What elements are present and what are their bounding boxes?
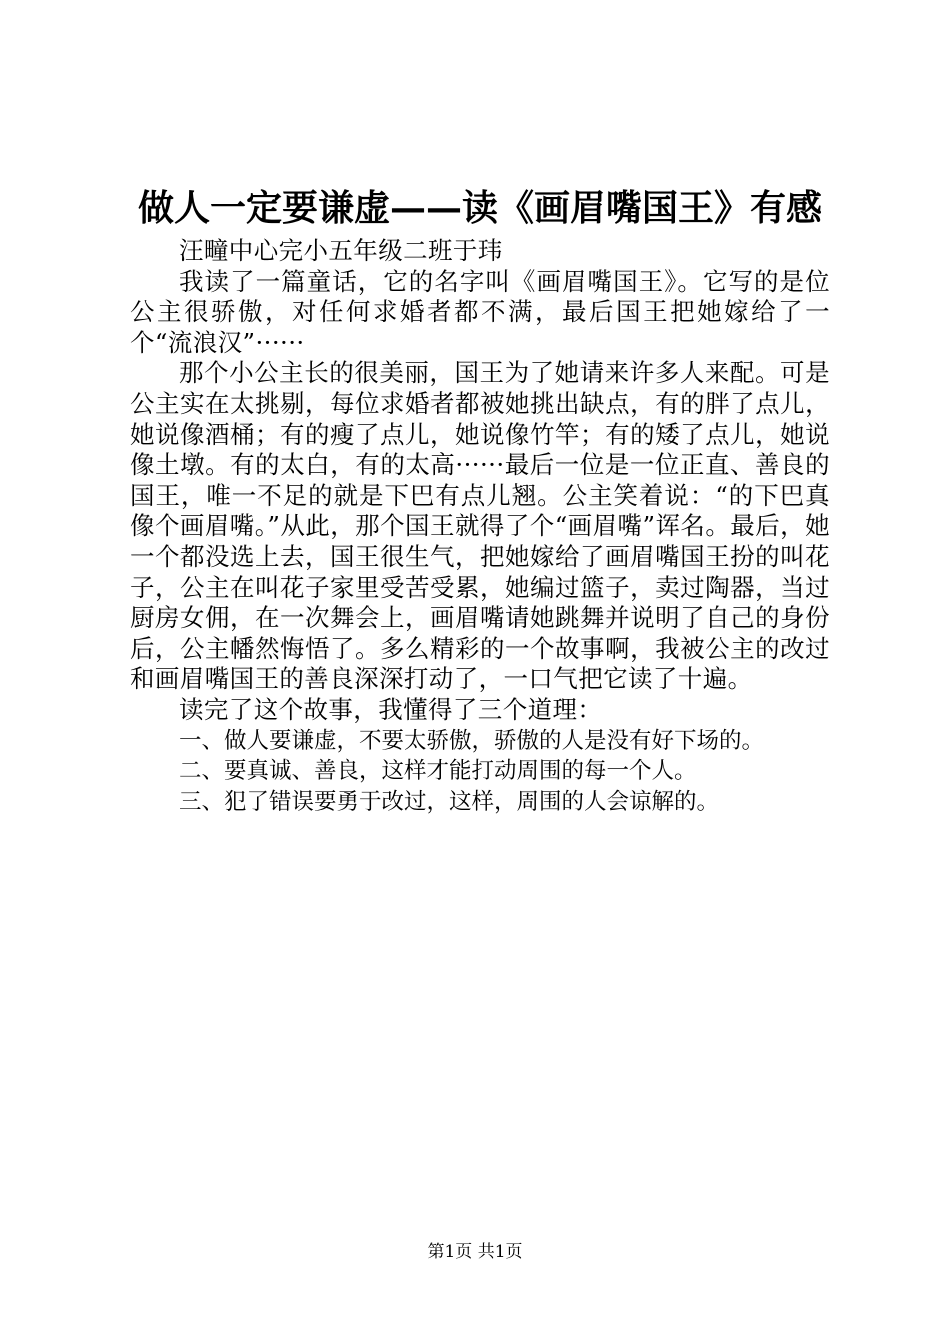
page-footer: 第1页 共1页 [427,1242,523,1262]
lesson-item: 三、犯了错误要勇于改过，这样，周围的人会谅解的。 [179,788,720,815]
paragraph-lessons-intro: 读完了这个故事，我懂得了三个道理： [179,694,603,724]
paragraph-story: 那个小公主长的很美丽，国王为了她请来许多人来配。可是公主实在太挑剔，每位求婚者都被她挑出缺点，有的胖了点儿，她说像酒桶；有的瘦了点儿，她说像竹竿；有的矮了点儿，她说像土墩。有的太白，有的太高······最后一位是一位正直、善良的国王，唯一不足的就是下巴有点儿翘。公主笑着说：“的下巴真像个画眉嘴。”从此，那个国王就得了个“画眉嘴”诨名。最后，她一个都没选上去，国王很生气，把她嫁给了画眉嘴国王扮的叫花子，公主在叫花子家里受苦受累，她编过篮子，卖过陶器，当过厨房女佣，在一次舞会上，画眉嘴请她跳舞并说明了自己的身份后，公主幡然悔悟了。多么精彩的一个故事啊，我被公主的改过和画眉嘴国王的善良深深打动了，一口气把它读了十遍。 [130,358,830,694]
lesson-item: 二、要真诚、善良，这样才能打动周围的每一个人。 [179,758,697,785]
document-body [130,236,830,817]
author-line: 汪疃中心完小五年级二班于玮 [179,236,503,265]
lesson-item: 一、做人要谦虚，不要太骄傲，骄傲的人是没有好下场的。 [179,727,765,754]
document-title: 做人一定要谦虚——读《画眉嘴国王》有感 [137,187,822,229]
paragraph-intro: 我读了一篇童话，它的名字叫《画眉嘴国王》。它写的是位公主很骄傲，对任何求婚者都不满，最后国王把她嫁给了一个“流浪汉”······ [130,266,830,357]
